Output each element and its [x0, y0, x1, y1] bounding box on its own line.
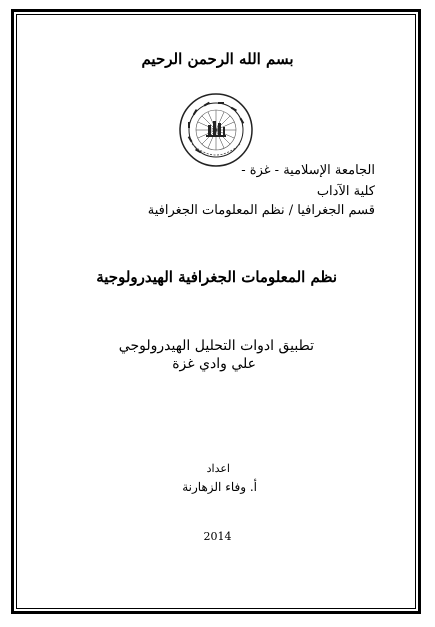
author-name: أ. وفاء الزهارنة — [182, 480, 257, 494]
university-logo — [178, 92, 254, 168]
department-name: قسم الجغرافيا / نظم المعلومات الجغرافية — [147, 203, 375, 218]
document-subtitle-line1: تطبيق ادوات التحليل الهيدرولوجي — [118, 338, 314, 354]
university-name: الجامعة الإسلامية - غزة - — [241, 163, 375, 178]
publication-year: 2014 — [203, 530, 232, 543]
prepared-by-label: اعداد — [206, 462, 230, 475]
basmala-heading: بسم الله الرحمن الرحيم — [141, 50, 294, 68]
faculty-name: كلية الآداب — [316, 184, 375, 199]
document-title: نظم المعلومات الجغرافية الهيدرولوجية — [96, 268, 337, 286]
document-subtitle-line2: علي وادي غزة — [172, 356, 256, 372]
